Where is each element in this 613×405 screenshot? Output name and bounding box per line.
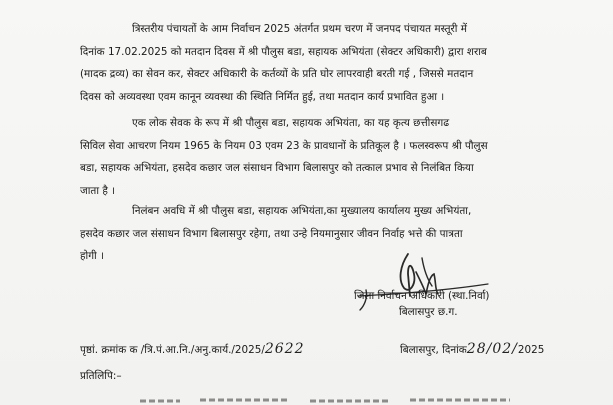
paragraph-suspension-order xyxy=(80,112,585,202)
paragraph-line: निलंबन अवधि में श्री पौलुस बडा, सहायक अभियंता,का मुख्यालय कार्यालय मुख्य अभियंता, xyxy=(132,205,472,217)
paragraph-line: बडा, सहायक अभियंता, हसदेव कछार जल संसाधन विभाग बिलासपुर को तत्काल प्रभाव से निलंबित किया xyxy=(80,162,474,174)
reference-number xyxy=(80,338,304,362)
date-year: 2025 xyxy=(517,344,545,356)
signatory-designation: जिला निर्वाचन अधिकारी (स्था.निर्वा) xyxy=(354,290,490,302)
reference-place-date xyxy=(400,338,544,362)
paragraph-line: त्रिस्तरीय पंचायतों के आम निर्वाचन 2025 अंतर्गत प्रथम चरण में जनपद पंचायत मस्तूरी में xyxy=(132,23,468,35)
paragraph-line: जाता है । xyxy=(80,184,116,197)
paragraph-line: (मादक द्रव्य) का सेवन कर, सेक्टर अधिकारी के कर्तव्यों के प्रति घोर लापरवाही बरती गई , जिससे मतदान xyxy=(80,68,474,80)
reference-row xyxy=(80,338,590,360)
paragraph-line: दिनांक 17.02.2025 को मतदान दिवस में श्री पौलुस बडा, सहायक अभियंता (सेक्टर अधिकारी) द्वारा शराब xyxy=(80,45,487,58)
paragraph-line: हसदेव कछार जल संसाधन विभाग बिलासपुर रहेगा, तथा उन्हे नियमानुसार जीवन निर्वाह भत्ते की पात्रता xyxy=(80,227,463,240)
paragraph-line: एक लोक सेवक के रूप में श्री पौलुस बडा, सहायक अभियंता, का यह कृत्य छत्तीसगढ xyxy=(132,117,450,129)
place-date-prefix: बिलासपुर, दिनांक xyxy=(400,344,467,356)
paragraph-incident xyxy=(80,18,585,108)
handwritten-reference-number: 2622 xyxy=(264,341,305,357)
paragraph-line: सिविल सेवा आचरण नियम 1965 के नियम 03 एवम 23 के प्रावधानों के प्रतिकूल है । फलस्वरूप श्री पौलुस xyxy=(80,139,488,152)
reference-prefix: पृष्ठां. क्रमांक क /त्रि.पं.आ.नि./अनु.कार्य./2025/ xyxy=(80,344,265,356)
signatory-place: बिलासपुर छ.ग. xyxy=(399,306,458,318)
paragraph-line: दिवस को अव्यवस्था एवम कानून व्यवस्था की स्थिति निर्मित हुई, तथा मतदान कार्य प्रभावित हुआ । xyxy=(80,90,445,103)
paragraph-line: होगी । xyxy=(80,250,104,262)
signature-block xyxy=(354,288,594,320)
handwritten-date: 28/02/ xyxy=(466,341,518,357)
cropped-text-line xyxy=(140,397,520,405)
copy-to-label: प्रतिलिपि:– xyxy=(80,370,122,382)
